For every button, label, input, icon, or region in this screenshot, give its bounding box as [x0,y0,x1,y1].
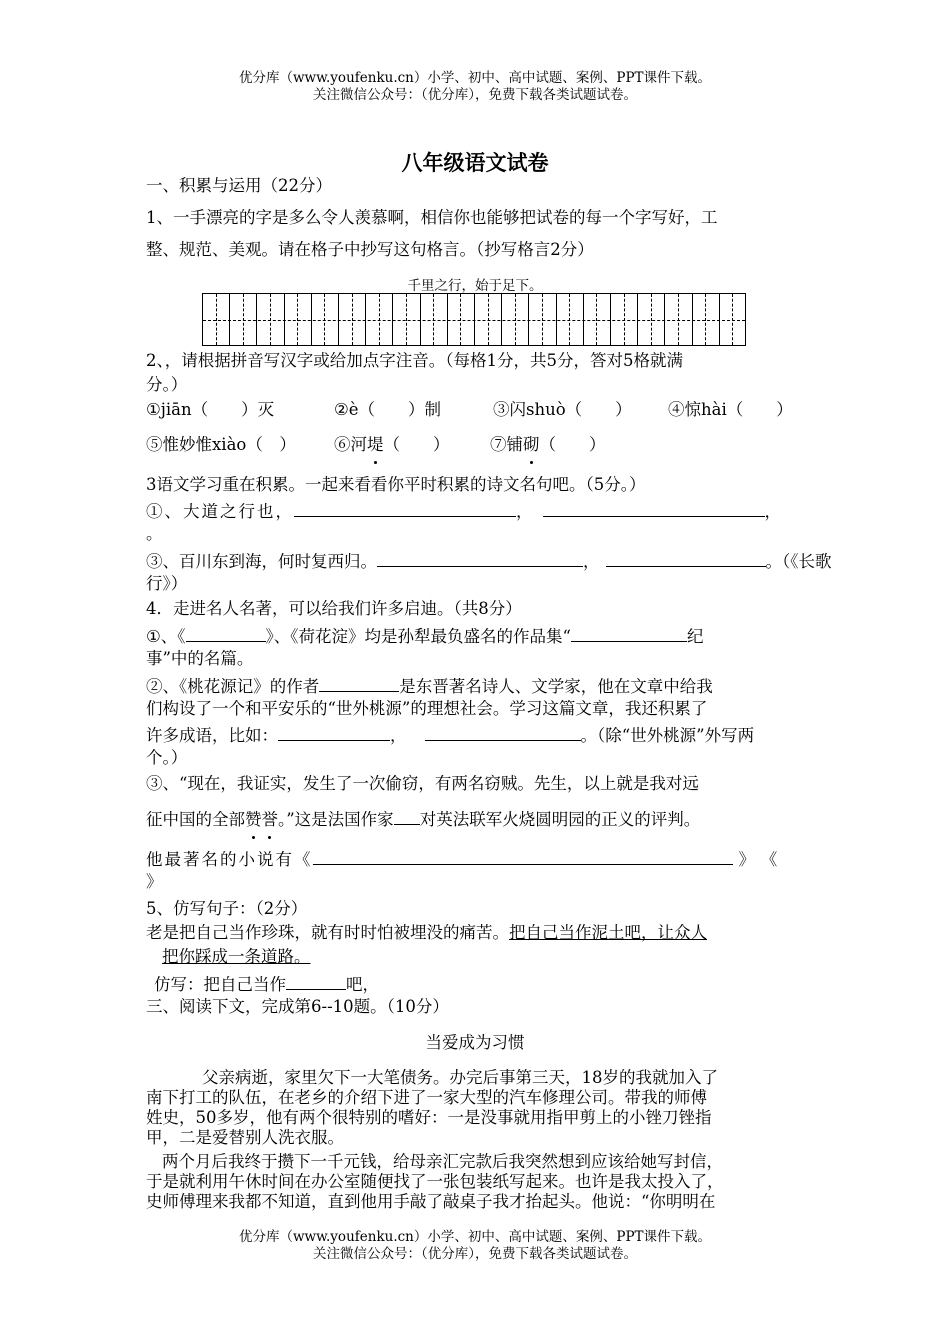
grid-cell-border [420,294,421,345]
grid-cell-centerline [488,294,489,345]
footer-line-2: 关注微信公众号：（优分库），免费下载各类试题试卷。 [313,1246,637,1262]
grid-cell-centerline [352,294,353,345]
grid-cell-border [229,294,230,345]
q5-heading: 5、仿写句子：（2分） [146,899,308,918]
q4-item-a: ①、《 》、《荷花淀》均是孙犁最负盛名的作品集“ 纪 [146,623,703,649]
q3-item-a: ①、大道之行也， ， ， [146,498,781,524]
grid-cell-border [637,294,638,345]
grid-cell-border [719,294,720,345]
article-p2-line-3: 史师傅理来我都不知道，直到他用手敲了敲桌子我才抬起头。他说：“你明明在 [146,1192,716,1211]
q2-item-6: ⑥河堤（ ） [334,433,450,457]
grid-cell-border [664,294,665,345]
q2-line-2: 分。） [146,375,188,394]
q4-item-c-line-2: 征中国的全部赞誉。”这是法国作家 对英法联军火烧圆明园的正义的评判。 [146,806,700,832]
grid-cell-centerline [433,294,434,345]
q2-item-4: ④惊hài（ ） [668,400,793,419]
section-3-heading: 三、阅读下文，完成第6--10题。（10分） [146,997,449,1016]
grid-cell-border [556,294,557,345]
grid-cell-centerline [678,294,679,345]
grid-cell-border [284,294,285,345]
q4-item-b-line-3: 许多成语，比如： ， 。（除“世外桃源”外写两 [146,722,754,748]
grid-cell-border [474,294,475,345]
q1-line-1: 1、一手漂亮的字是多么令人羡慕啊，相信你也能够把试卷的每一个字写好，工 [146,208,718,227]
grid-cell-centerline [732,294,733,345]
grid-cell-centerline [216,294,217,345]
q4-item-c-line-4: 》 [146,872,163,891]
q4-item-a-end: 事”中的名篇。 [146,649,254,668]
article-p1-line-3: 姓史，50多岁，他有两个很特别的嗜好：一是没事就用指甲剪上的小锉刀锉指 [146,1108,712,1127]
grid-cell-centerline [515,294,516,345]
grid-cell-centerline [297,294,298,345]
q3-item-b: ③、百川东到海，何时复西归。 ， 。（《长歌 [146,548,832,574]
section-1-heading: 一、积累与运用（22分） [146,176,332,195]
q5-line-2: 把你踩成一条道路。 [162,947,311,966]
grid-cell-border [583,294,584,345]
q3-item-a-end: 。 [146,524,163,543]
header-line-2: 关注微信公众号：（优分库），免费下载各类试题试卷。 [313,87,637,103]
grid-cell-centerline [624,294,625,345]
header-line-1: 优分库（www.youfenku.cn）小学、初中、高中试题、案例、PPT课件下载。 [238,70,712,86]
grid-cell-border [338,294,339,345]
grid-cell-border [365,294,366,345]
grid-cell-centerline [569,294,570,345]
grid-cell-centerline [705,294,706,345]
grid-cell-border [392,294,393,345]
q2-item-7: ⑦铺砌（ ） [490,433,606,457]
grid-cell-border [256,294,257,345]
q4-item-c-line-3: 他最著名的小说有《 》《 [146,846,791,872]
motto: 千里之行，始于足下。 [407,278,543,294]
grid-cell-centerline [406,294,407,345]
q2-line-1: 2、，请根据拼音写汉字或给加点字注音。（每格1分，共5分，答对5格就满 [146,351,683,370]
writing-grid[interactable] [202,293,746,346]
q4-item-b: ②、《桃花源记》的作者 是东晋著名诗人、文学家，他在文章中给我 [146,673,713,699]
grid-cell-border [610,294,611,345]
grid-cell-centerline [651,294,652,345]
grid-cell-border [692,294,693,345]
q5-line-1: 老是把自己当作珍珠，就有时时怕被埋没的痛苦。把自己当作泥土吧，让众人 [146,923,707,942]
grid-cell-centerline [596,294,597,345]
q4-item-b-line-4: 个。） [146,748,188,767]
grid-cell-centerline [460,294,461,345]
grid-cell-border [501,294,502,345]
q2-item-3: ③闪shuò（ ） [493,400,632,419]
grid-cell-centerline [379,294,380,345]
article-title: 当爱成为习惯 [425,1033,525,1052]
grid-cell-border [447,294,448,345]
article-p1-line-1: 父亲病逝，家里欠下一大笔债务。办完后事第三天，18岁的我就加入了 [202,1068,718,1087]
grid-cell-border [528,294,529,345]
grid-cell-centerline [542,294,543,345]
q3-line-1: 3语文学习重在积累。一起来看看你平时积累的诗文名句吧。（5分。） [146,475,646,494]
grid-cell-centerline [324,294,325,345]
q4-item-c-line-1: ③、“现在，我证实，发生了一次偷窃，有两名窃贼。先生，以上就是我对远 [146,774,699,793]
article-p2-line-1: 两个月后我终于攒下一千元钱，给母亲汇完款后我突然想到应该给她写封信， [162,1152,723,1171]
q2-item-5: ⑤惟妙惟xiào（ ） [146,435,296,454]
article-p1-line-2: 南下打工的队伍，在老乡的介绍下进了一家大型的汽车修理公司。带我的师傅 [146,1088,707,1107]
q4-item-b-line-2: 们构设了一个和平安乐的“世外桃源”的理想社会。学习这篇文章，我还积累了 [146,699,708,718]
q1-line-2: 整、规范、美观。请在格子中抄写这句格言。（抄写格言2分） [146,240,594,259]
grid-cell-border [311,294,312,345]
page-title: 八年级语文试卷 [401,151,549,175]
q4-line-1: 4．走进名人名著，可以给我们许多启迪。（共8分） [146,599,522,618]
grid-cell-centerline [270,294,271,345]
grid-cell-centerline [243,294,244,345]
q2-item-2: ②è（ ）制 [334,400,442,419]
article-p1-line-4: 甲，二是爱替别人洗衣服。 [146,1128,344,1147]
q2-item-1: ①jiān（ ）灭 [146,400,275,419]
footer-line-1: 优分库（www.youfenku.cn）小学、初中、高中试题、案例、PPT课件下载。 [238,1229,712,1245]
q3-item-b-end: 行》） [146,574,188,593]
q5-imitate: 仿写：把自己当作 吧， [154,971,379,997]
article-p2-line-2: 于是就利用午休时间在办公室随便找了一张包装纸写起来。也许是我太投入了， [146,1172,724,1191]
